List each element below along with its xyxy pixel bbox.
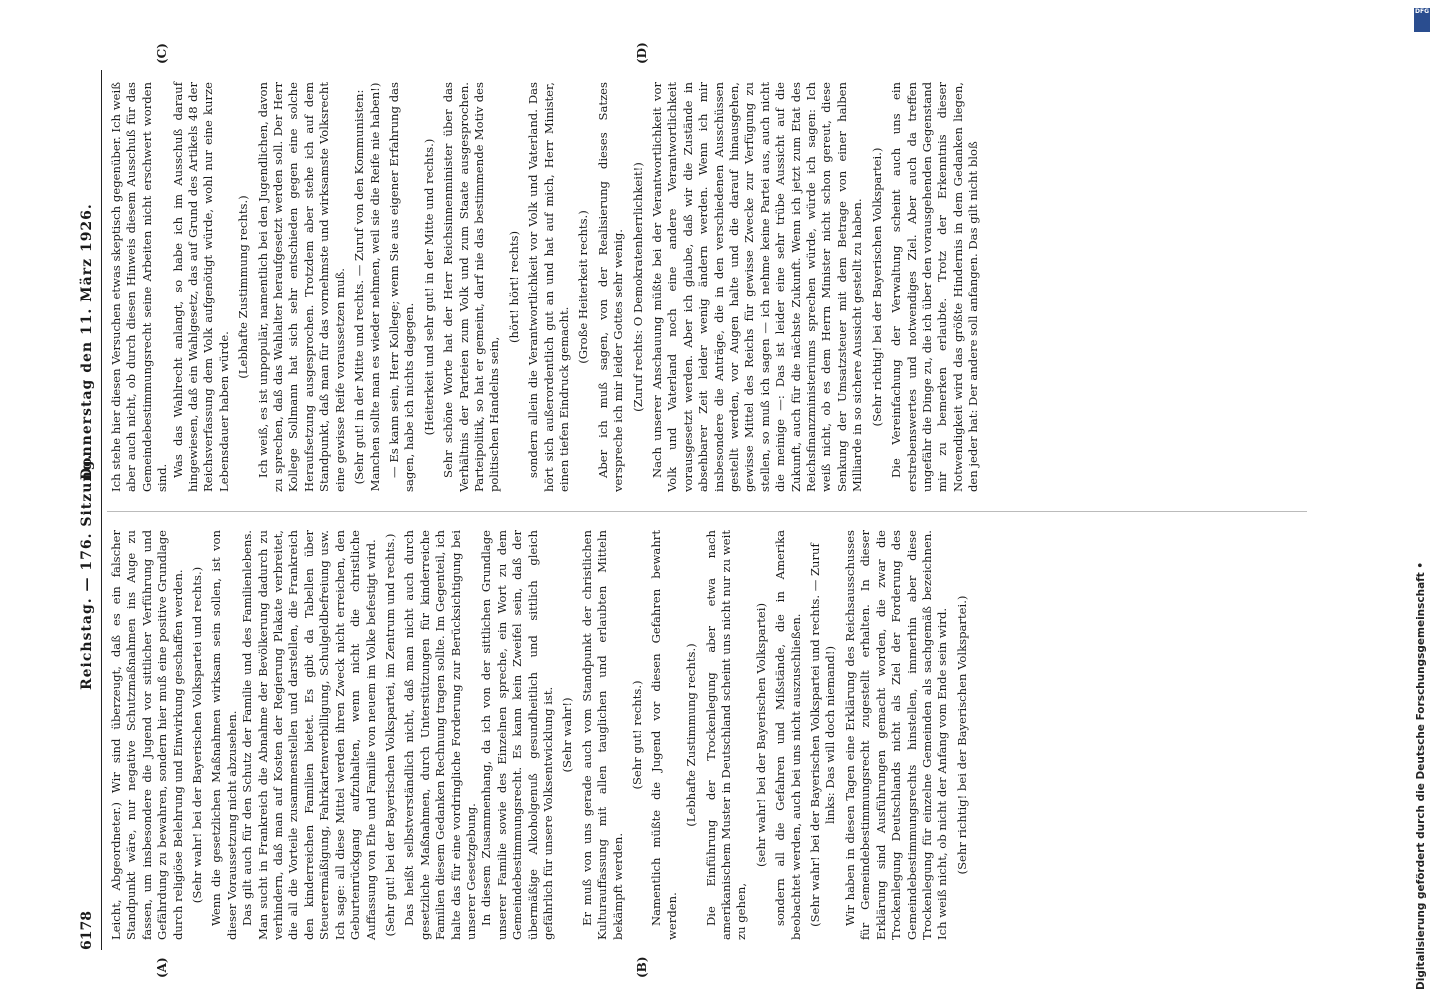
paragraph: Die Einführung der Trockenlegung aber etwa nach amerikanischem Muster in Deutschland scheint uns nicht nur zu weit zu gehen, bbox=[703, 530, 749, 940]
remark: (Heiterkeit und sehr gut! in der Mitte und rechts.) bbox=[421, 138, 436, 436]
remark: (Sehr richtig! bei der Bayerischen Volkspartei.) bbox=[869, 147, 884, 427]
paragraph: Was das Wahlrecht anlangt, so habe ich im Ausschuß darauf hingewiesen, daß ein Wahlgesetz, das auf Grund des Artikels 48 der Reichsverfassung dem Volk aufgenötigt würde, wohl nur eine kurze Lebensdauer haben würde. bbox=[170, 82, 231, 492]
paragraph: Nach unserer Anschauung müßte bei der Verantwortlichkeit vor Volk und Vaterland noch eine andere Verantwortlichkeit vorausgesetzt werden. Aber ich glaube, daß wir die Zustände in absehbarer Zeit leider wenig ändern werden. Wenn ich mir insbesondere die Anträge, die in den verschiedenen Ausschüssen gestellt werden, vor Augen halte und die darauf hinausgehen, gewisse Mittel des Reichs für gewisse Zwecke zur Verfügung zu stellen, so muß ich sagen — ich nehme keine Partei aus, auch nicht die meinige —: Das ist leider eine sehr trübe Aussicht auf die Zukunft, auch für die nächste Zukunft. Wenn ich jetzt zum Etat des Reichsfinanzministeriums sprechen würde, würde ich sagen: Ich weiß nicht, ob es dem Herrn Minister nicht schon gereut, diese Senkung der Umsatzsteuer mit dem Betrage von einer halben Milliarde in so sichere Aussicht gestellt zu haben. bbox=[650, 82, 865, 492]
right-column bbox=[109, 82, 1309, 492]
remark: (Sehr wahr! bei der Bayerischen Volkspartei und rechts.) bbox=[190, 566, 205, 904]
paragraph: — Es kann sein, Herr Kollege; wenn Sie aus eigener Erfahrung das sagen, habe ich nichts dagegen. bbox=[386, 82, 417, 492]
paragraph: Das gilt auch für den Schutz der Familie und des Familienlebens. Man sucht in Frankreich die Abnahme der Bevölkerung dadurch zu verhindern, daß man auf Kosten der Regierung Plakate verbreitet, die all die Vorteile zusammenstellen und darstellen, die Frankreich den kinderreichen Familien bietet. Es gibt da Tabellen über Steuerermäßigung, Fahrkartenverbilligung, Schulgeldbefreiung usw. Ich sage: all diese Mittel werden ihren Zweck nicht erreichen, den Geburtenrückgang aufzuhalten, wenn nicht die christliche Auffassung von Ehe und Familie von neuem im Volke befestigt wird. bbox=[240, 530, 378, 940]
remark: (sehr wahr! bei der Bayerischen Volkspartei) bbox=[753, 602, 768, 868]
remark: (hört! hört! rechts) bbox=[506, 231, 521, 344]
date-title: Donnerstag den 11. März 1926. bbox=[79, 203, 95, 480]
paragraph: Er muß von uns gerade auch vom Standpunkt der christlichen Kulturauffassung mit allen tauglichen und erlaubten Mitteln bekämpft werden. bbox=[579, 530, 625, 940]
remark: (Lebhafte Zustimmung rechts.) bbox=[684, 643, 699, 827]
margin-mark-b: (B) bbox=[635, 956, 649, 978]
margin-mark-d: (D) bbox=[635, 42, 649, 64]
session-title: Reichstag. — 176. Sitzung. bbox=[79, 453, 95, 690]
paragraph: Die Vereinfachung der Verwaltung scheint auch uns ein erstrebenswertes und notwendiges Ziel. Aber auch da treffen ungefähr die Dinge zu, die ich über den vorausgehenden Gegenstand mir zu bemerken erlaubte. Trotz der Erkenntnis dieser Notwendigkeit wird das größte Hindernis in dem Gedanken liegen, den jeder hat: Der andere soll anfangen. Das gilt nicht bloß bbox=[889, 82, 981, 492]
remark: (Sehr richtig! bei der Bayerischen Volkspartei.) bbox=[954, 595, 969, 875]
remark: (Sehr gut! rechts.) bbox=[630, 680, 644, 790]
remark: (Große Heiterkeit rechts.) bbox=[576, 210, 591, 364]
remark: (Sehr gut! in der Mitte und rechts. — Zuruf von den Kommunisten: Manchen sollte man es wieder nehmen, weil sie die Reife nie haben!) bbox=[352, 82, 382, 492]
paragraph: Aber ich muß sagen, von der Realisierung dieses Satzes verspreche ich mir leider Gottes sehr wenig. bbox=[595, 82, 626, 492]
left-column bbox=[109, 530, 1309, 940]
paragraph: Sehr schöne Worte hat der Herr Reichsinnenminister über das Verhältnis der Parteien zum Volk und zum Staate ausgesprochen. Parteipolitik, so hat er gemeint, darf nie das bestimmende Motiv des politischen Handelns sein, bbox=[441, 82, 502, 492]
remark: (Zuruf rechts: O Demokratenherrlichkeit!) bbox=[630, 162, 645, 412]
digitization-credit: Digitalisierung gefördert durch die Deutsche Forschungsgemeinschaft • bbox=[1415, 561, 1427, 990]
page-number: 6178 bbox=[79, 911, 95, 950]
paragraph: Ich stehe hier diesen Versuchen etwas skeptisch gegenüber. Ich weiß aber auch nicht, ob durch diesen Hinweis diesem Ausschuß für das Gemeindebestimmungsrecht seine Arbeiten nicht erschwert worden sind. bbox=[109, 82, 170, 492]
paragraph: Namentlich müßte die Jugend vor diesen Gefahren bewahrt werden. bbox=[649, 530, 679, 940]
remark: (Sehr wahr!) bbox=[560, 697, 575, 773]
paragraph: Wir haben in diesen Tagen eine Erklärung des Reichsausschusses für Gemeindebestimmungsrecht zugestellt erhalten. In dieser Erklärung sind Ausführungen gemacht worden, die zwar die Trockenlegung Deutschlands nicht als Ziel der Forderung des Gemeindebestimmungsrechts hinstellen, immerhin aber diese Trockenlegung für einzelne Gemeinden als sachgemäß bezeichnen. Ich weiß nicht, ob nicht der Anfang vom Ende sein wird. bbox=[842, 530, 950, 940]
remark: (Sehr wahr! bei der Bayerischen Volkspartei und rechts. — Zuruf links: Das will doch niemand!) bbox=[808, 543, 838, 927]
remark: (Lebhafte Zustimmung rechts.) bbox=[236, 195, 251, 379]
rotated-content bbox=[75, 42, 1325, 978]
remark: (Sehr gut! bei der Bayerischen Volkspartei, im Zentrum und rechts.) bbox=[382, 533, 397, 937]
paragraph: sondern all die Gefahren und Mißstände, die in Amerika beobachtet werden, auch bei uns nicht auszuschließen. bbox=[773, 530, 803, 940]
page-header bbox=[75, 70, 102, 950]
digitization-sidebar bbox=[1412, 10, 1432, 990]
paragraph: Das heißt selbstverständlich nicht, daß man nicht auch durch gesetzliche Maßnahmen, durch Unterstützungen für kinderreiche Familien diesem Gedanken Rechnung tragen sollte. Im Gegenteil, ich halte das für eine vordringliche Forderung zur Berücksichtigung bei unserer Gesetzgebung. bbox=[402, 530, 478, 940]
paragraph: sondern allein die Verantwortlichkeit vor Volk und Vaterland. Das hört sich außerordentlich gut an und hat auf mich, Herr Minister, einen tiefen Eindruck gemacht. bbox=[526, 82, 571, 492]
margin-mark-c: (C) bbox=[155, 43, 169, 64]
margin-mark-a: (A) bbox=[155, 957, 169, 978]
dfg-logo: DFG bbox=[1414, 8, 1430, 32]
paragraph: Ich weiß, es ist unpopulär, namentlich bei den Jugendlichen, davon zu sprechen, daß das Wahlalter heraufgesetzt werden soll. Der Herr Kollege Sollmann hat sich sehr entschieden gegen eine solche Heraufsetzung ausgesprochen. Trotzdem aber stehe ich auf dem Standpunkt, daß man für das vornehmste und wirksamste Volksrecht eine gewisse Reife voraussetzen muß. bbox=[255, 82, 347, 492]
column-divider bbox=[107, 511, 1307, 512]
paragraph: Leicht, Abgeordneter.) Wir sind überzeugt, daß es ein falscher Standpunkt wäre, nur negative Schutzmaßnahmen ins Auge zu fassen, um insbesondere die Jugend vor sittlicher Verführung und Gefährdung zu bewahren, sondern hier muß eine positive Grundlage durch religiöse Belehrung und Einwirkung geschaffen werden. bbox=[109, 530, 185, 940]
paragraph: In diesem Zusammenhang, da ich von der sittlichen Grundlage unserer Familie sowie des Einzelnen spreche, ein Wort zu dem Gemeindebestimmungsrecht. Es kann kein Zweifel sein, daß der übermäßige Alkoholgenuß gesundheitlich und sittlich gleich gefährlich für unsere Volksentwicklung ist. bbox=[479, 530, 555, 940]
paragraph: Wenn die gesetzlichen Maßnahmen wirksam sein sollen, ist von dieser Voraussetzung nicht abzusehen. bbox=[209, 530, 239, 940]
